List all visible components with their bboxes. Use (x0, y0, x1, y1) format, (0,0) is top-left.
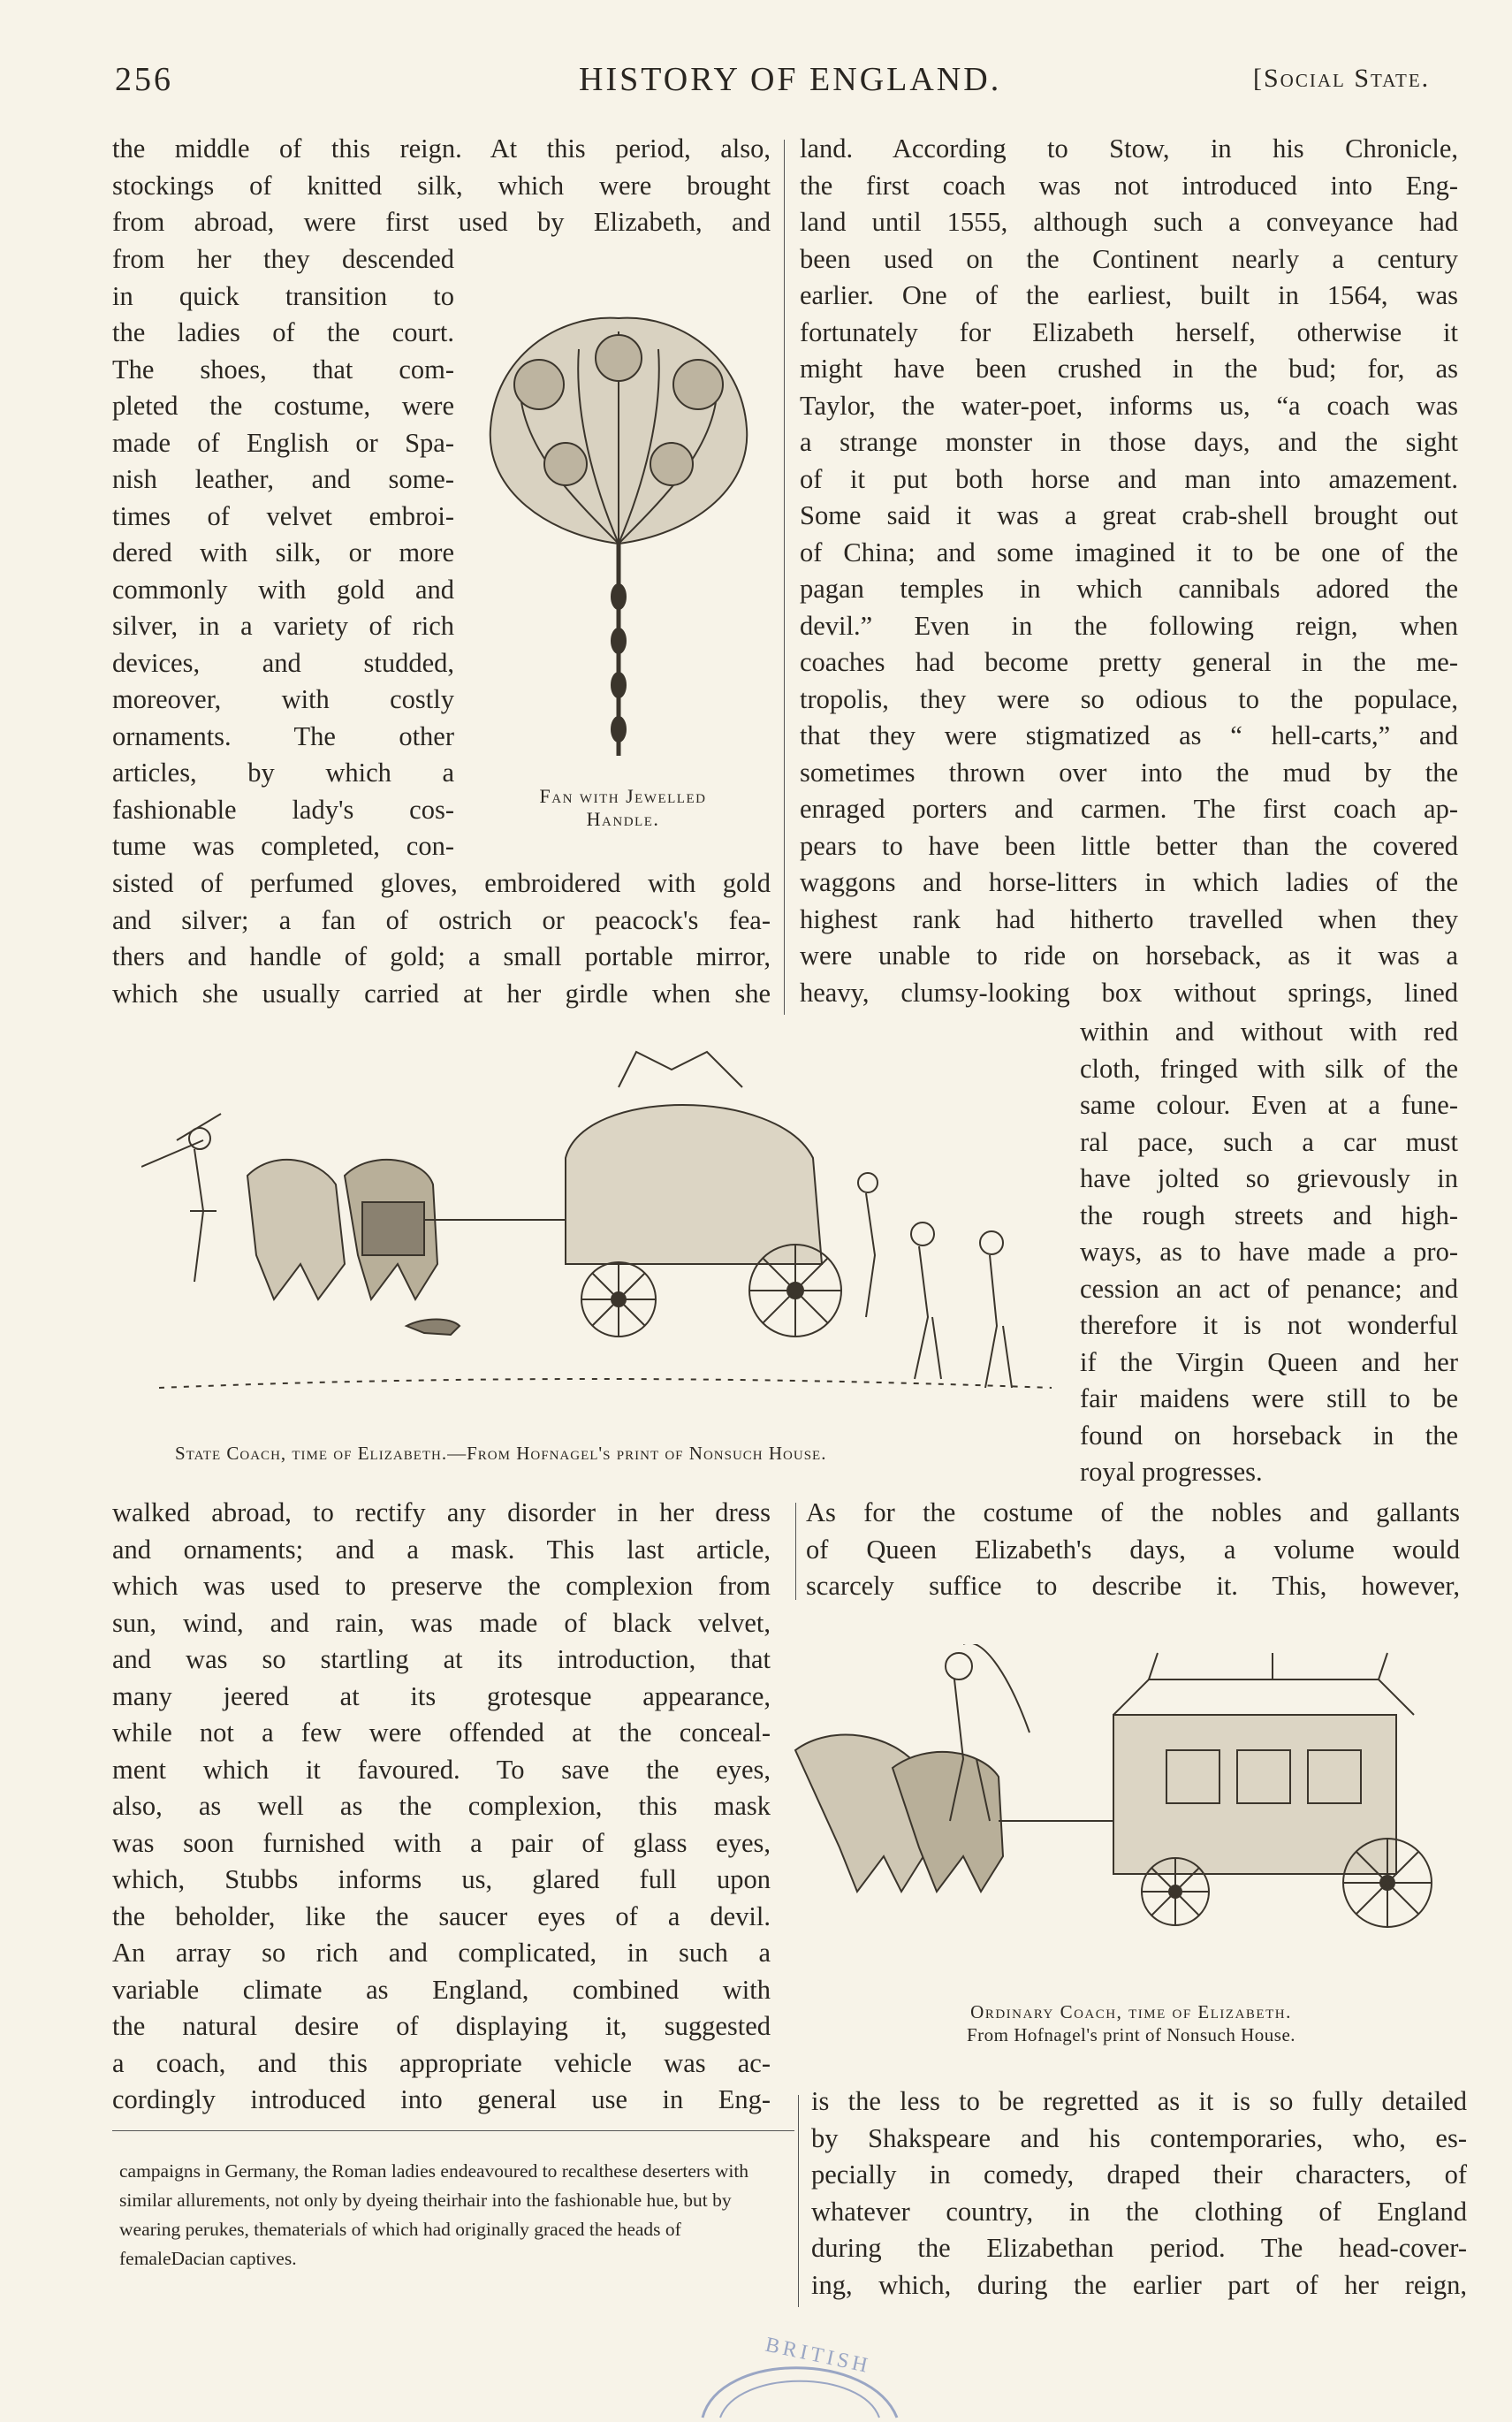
text-line: waggons and horse-litters in which ladies of the (800, 867, 1458, 897)
text-line: the beholder, like the saucer eyes of a devil. (112, 1900, 771, 1931)
text-line: stockings of knitted silk, which were brought (112, 170, 771, 201)
text-line: of China; and some imagined it to be one of the (800, 537, 1458, 567)
ordinary-coach-caption (848, 2000, 1414, 2046)
text-line: of it put both horse and man into amazement. (800, 463, 1458, 494)
text-line: sisted of perfumed gloves, embroidered with gold (112, 868, 771, 898)
text-line: and ornaments; and a mask. This last article, (112, 1534, 771, 1565)
text-line: commonly with gold and (112, 574, 454, 605)
ordinary-coach-figure (778, 1644, 1467, 1936)
text-line: walked abroad, to rectify any disorder in her dress (112, 1497, 771, 1527)
text-line: land. According to Stow, in his Chronicle, (800, 133, 1458, 164)
ordinary-coach-caption-line-1: Ordinary Coach, time of Elizabeth. (970, 2001, 1292, 2022)
text-line: earlier. One of the earliest, built in 1564, was (800, 280, 1458, 310)
text-line: thers and handle of gold; a small portable mirror, (112, 941, 771, 971)
text-line: by Shakspeare and his contemporaries, who, es- (811, 2122, 1467, 2153)
library-stamp-text: BRITISH (763, 2333, 873, 2379)
text-line: tume was completed, con- (112, 831, 454, 861)
text-line: found on horseback in the (1080, 1420, 1458, 1451)
right-column-mid (806, 1495, 1460, 1605)
section-title: [Social State. (1253, 64, 1431, 93)
text-line: which was used to preserve the complexion from (112, 1571, 771, 1601)
column-rule-bottom (798, 2095, 799, 2307)
left-column-top (112, 131, 771, 241)
text-line: that they were stigmatized as “ hell-carts,” and (800, 720, 1458, 750)
state-coach-caption: State Coach, time of Elizabeth.—From Hofnagel's print of Nonsuch House. (175, 1443, 827, 1464)
text-line: pecially in comedy, draped their characters, of (811, 2159, 1467, 2190)
left-column-wrap (112, 241, 454, 865)
text-line: ways, as to have made a pro- (1080, 1237, 1458, 1267)
left-column-lower (112, 1495, 771, 2119)
text-line: was soon furnished with a pair of glass eyes, (112, 1827, 771, 1858)
text-line: made of English or Spa- (112, 427, 454, 458)
text-line: the ladies of the court. (112, 317, 454, 347)
running-title: HISTORY OF ENGLAND. (579, 61, 1002, 98)
fan-caption (490, 785, 756, 831)
text-line: hair into the fashionable hue, but by wearing perukes, the (119, 2190, 732, 2240)
text-line: fashionable lady's cos- (112, 794, 454, 825)
text-line: is the less to be regretted as it is so fully detailed (811, 2086, 1467, 2116)
text-line: therefore it is not wonderful (1080, 1310, 1458, 1340)
text-line: silver, in a variety of rich (112, 611, 454, 641)
text-line: land until 1555, although such a conveyance had (800, 207, 1458, 237)
column-rule-top (784, 140, 785, 1015)
text-line: during the Elizabethan period. The head-cover- (811, 2233, 1467, 2263)
text-line: articles, by which a (112, 758, 454, 788)
text-line: the natural desire of displaying it, suggested (112, 2011, 771, 2041)
right-column-top (800, 131, 1458, 1011)
text-line: and silver; a fan of ostrich or peacock's fea- (112, 904, 771, 935)
text-line: times of velvet embroi- (112, 500, 454, 531)
text-line: heavy, clumsy-looking box without springs, lined (800, 977, 1458, 1008)
page-number: 256 (115, 61, 173, 98)
text-line: pears to have been little better than the covered (800, 830, 1458, 861)
library-stamp (694, 2334, 906, 2422)
text-line: campaigns in Germany, the Roman ladies endeavoured to recal (119, 2160, 599, 2182)
text-line: the middle of this reign. At this period, also, (112, 133, 771, 164)
text-line: the rough streets and high- (1080, 1200, 1458, 1230)
fan-figure (468, 278, 769, 773)
text-line: fair maidens were still to be (1080, 1383, 1458, 1413)
text-line: which, Stubbs informs us, glared full upon (112, 1864, 771, 1894)
text-line: pleted the costume, were (112, 391, 454, 421)
state-coach-figure (141, 1034, 1060, 1423)
text-line: cession an act of penance; and (1080, 1273, 1458, 1304)
text-line: while not a few were offended at the conceal- (112, 1717, 771, 1748)
text-line: these deserters with similar allurements, not only by dyeing their (119, 2160, 749, 2211)
fan-caption-line-1: Fan with Jewelled (539, 785, 707, 807)
footnote-rule (112, 2130, 794, 2131)
text-line: Taylor, the water-poet, informs us, “a coach was (800, 390, 1458, 421)
text-line: Some said it was a great crab-shell brought out (800, 500, 1458, 530)
text-line: devices, and studded, (112, 647, 454, 678)
text-line: if the Virgin Queen and her (1080, 1346, 1458, 1377)
text-line: many jeered at its grotesque appearance, (112, 1680, 771, 1711)
text-line: were unable to ride on horseback, as it was a (800, 941, 1458, 971)
text-line: a strange monster in those days, and the sight (800, 427, 1458, 457)
footnote (119, 2157, 786, 2273)
text-line: ornaments. The other (112, 720, 454, 751)
text-line: and was so startling at its introduction, that (112, 1644, 771, 1674)
text-line: also, as well as the complexion, this mask (112, 1791, 771, 1821)
text-line: materials of which had originally graced the heads of female (119, 2219, 681, 2269)
fan-caption-line-2: Handle. (586, 808, 660, 830)
text-line: in quick transition to (112, 280, 454, 311)
text-line: moreover, with costly (112, 684, 454, 714)
text-line: which she usually carried at her girdle when she (112, 978, 771, 1009)
text-line: have jolted so grievously in (1080, 1163, 1458, 1193)
column-rule-mid (795, 1503, 796, 1600)
ordinary-coach-caption-line-2: From Hofnagel's print of Nonsuch House. (966, 2024, 1296, 2045)
text-line: a coach, and this appropriate vehicle was ac- (112, 2047, 771, 2078)
text-line: dered with silk, or more (112, 537, 454, 567)
text-line: the first coach was not introduced into Eng- (800, 170, 1458, 201)
text-line: As for the costume of the nobles and gallants (806, 1497, 1460, 1527)
text-line: ing, which, during the earlier part of her reign, (811, 2269, 1467, 2300)
right-column-wrap (1080, 1014, 1458, 1491)
text-line: Dacian captives. (171, 2248, 297, 2269)
right-column-bottom (811, 2083, 1467, 2304)
text-line: sometimes thrown over into the mud by the (800, 757, 1458, 788)
text-line: nish leather, and some- (112, 464, 454, 494)
text-line: highest rank had hitherto travelled when they (800, 903, 1458, 934)
text-line: royal progresses. (1080, 1457, 1263, 1487)
text-line: devil.” Even in the following reign, when (800, 610, 1458, 641)
text-line: might have been crushed in the bud; for, as (800, 354, 1458, 384)
text-line: same colour. Even at a fune- (1080, 1090, 1458, 1120)
text-line: within and without with red (1080, 1017, 1458, 1047)
text-line: of Queen Elizabeth's days, a volume would (806, 1534, 1460, 1565)
text-line: variable climate as England, combined with (112, 1974, 771, 2005)
text-line: ment which it favoured. To save the eyes, (112, 1754, 771, 1785)
text-line: cordingly introduced into general use in Eng- (112, 2084, 771, 2114)
text-line: from abroad, were first used by Elizabeth, and (112, 207, 771, 237)
text-line: scarcely suffice to describe it. This, however, (806, 1571, 1460, 1601)
text-line: been used on the Continent nearly a century (800, 243, 1458, 274)
text-line: cloth, fringed with silk of the (1080, 1053, 1458, 1084)
text-line: enraged porters and carmen. The first coach ap- (800, 794, 1458, 824)
text-line: pagan temples in which cannibals adored the (800, 574, 1458, 604)
text-line: sun, wind, and rain, was made of black velvet, (112, 1607, 771, 1638)
text-line: fortunately for Elizabeth herself, otherwise it (800, 316, 1458, 347)
text-line: tropolis, they were so odious to the populace, (800, 683, 1458, 714)
text-line: whatever country, in the clothing of England (811, 2196, 1467, 2227)
left-column-bottom (112, 865, 771, 1012)
text-line: The shoes, that com- (112, 354, 454, 385)
text-line: coaches had become pretty general in the me- (800, 647, 1458, 677)
text-line: An array so rich and complicated, in such a (112, 1938, 771, 1968)
text-line: from her they descended (112, 244, 454, 274)
text-line: ral pace, such a car must (1080, 1126, 1458, 1157)
